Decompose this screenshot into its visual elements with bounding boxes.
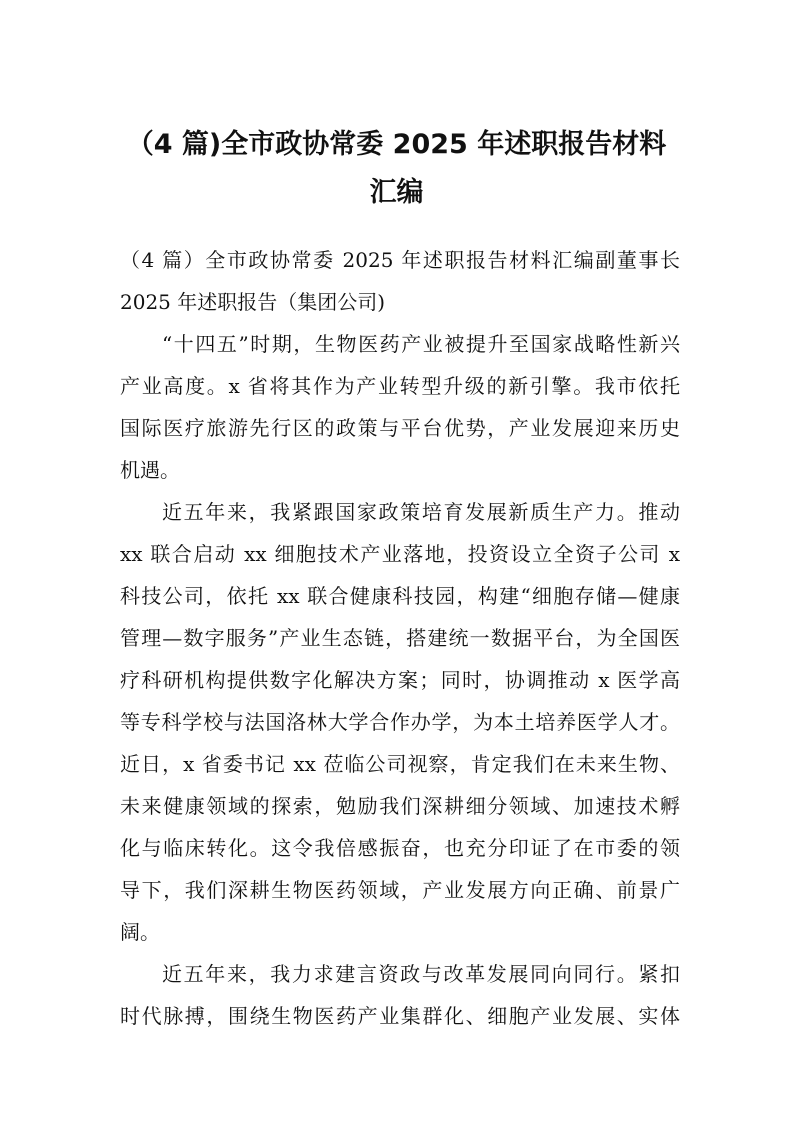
document-title-line-1: （4 篇)全市政协常委 2025 年述职报告材料 bbox=[126, 129, 667, 160]
body-line: 2025 年述职报告（集团公司) bbox=[120, 290, 386, 314]
body-line: 时代脉搏，围绕生物医药产业集群化、细胞产业发展、实体 bbox=[120, 1004, 680, 1028]
body-line: 阔。 bbox=[120, 920, 160, 944]
body-line: 近日，x 省委书记 xx 莅临公司视察，肯定我们在未来生物、 bbox=[120, 752, 680, 776]
body-line: “十四五”时期，生物医药产业被提升至国家战略性新兴 bbox=[162, 332, 680, 356]
body-line: 等专科学校与法国洛林大学合作办学，为本土培养医学人才。 bbox=[120, 710, 680, 734]
body-line: 近五年来，我紧跟国家政策培育发展新质生产力。推动 bbox=[162, 500, 680, 524]
body-line: （4 篇）全市政协常委 2025 年述职报告材料汇编副董事长 bbox=[120, 248, 680, 272]
body-line: 机遇。 bbox=[120, 458, 180, 482]
body-line: 管理—数字服务”产业生态链，搭建统一数据平台，为全国医 bbox=[120, 626, 680, 650]
body-line: 科技公司，依托 xx 联合健康科技园，构建“细胞存储—健康 bbox=[120, 584, 680, 608]
body-line: 国际医疗旅游先行区的政策与平台优势，产业发展迎来历史 bbox=[120, 416, 680, 440]
body-line: 化与临床转化。这令我倍感振奋，也充分印证了在市委的领 bbox=[120, 836, 680, 860]
body-line: 未来健康领域的探索，勉励我们深耕细分领域、加速技术孵 bbox=[120, 794, 680, 818]
document-title-line-2: 汇编 bbox=[369, 177, 424, 208]
body-line: xx 联合启动 xx 细胞技术产业落地，投资设立全资子公司 x bbox=[120, 542, 680, 566]
body-line: 近五年来，我力求建言资政与改革发展同向同行。紧扣 bbox=[162, 962, 680, 986]
body-line: 疗科研机构提供数字化解决方案；同时，协调推动 x 医学高 bbox=[120, 668, 680, 692]
body-line: 产业高度。x 省将其作为产业转型升级的新引擎。我市依托 bbox=[120, 374, 680, 398]
body-line: 导下，我们深耕生物医药领域，产业发展方向正确、前景广 bbox=[120, 878, 680, 902]
